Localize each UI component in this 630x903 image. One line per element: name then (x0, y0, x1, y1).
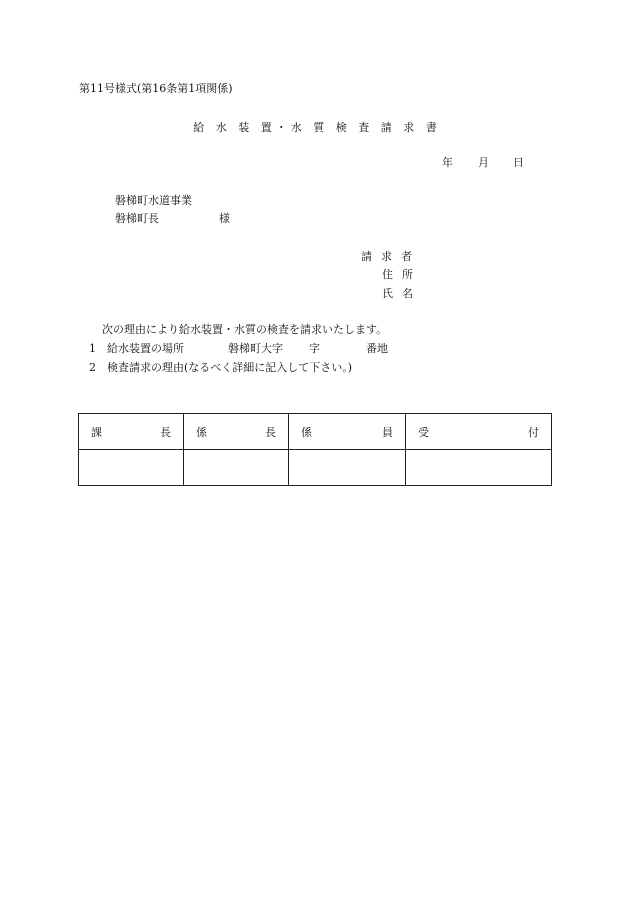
header-right: 長 (265, 425, 276, 439)
header-left: 課 (91, 425, 102, 439)
stamp-cell-staff[interactable] (289, 450, 406, 486)
date-day-label: 日 (513, 156, 524, 169)
approval-header-section-chief (79, 414, 184, 450)
requester-name-label: 氏名 (382, 287, 422, 300)
approval-header-staff (289, 414, 406, 450)
stamp-cell-section-chief[interactable] (79, 450, 184, 486)
addressee-name: 磐梯町長 (115, 212, 159, 225)
approval-header-subsection-chief (184, 414, 289, 450)
approval-stamp-row (79, 450, 552, 486)
requester-label: 請求者 (361, 250, 421, 263)
date-year-label: 年 (442, 156, 453, 169)
stamp-cell-reception[interactable] (406, 450, 552, 486)
header-right: 長 (160, 425, 171, 439)
requester-address-label: 住所 (382, 268, 422, 281)
document-title: 給 水 装 置・水 質 検 査 請 求 書 (193, 121, 441, 134)
date-month-label: 月 (478, 156, 489, 169)
form-number: 第11号様式(第16条第1項関係) (79, 82, 233, 95)
item2-number: 2 (89, 361, 96, 374)
header-left: 係 (196, 425, 207, 439)
item1-number: 1 (89, 342, 96, 355)
item1-label: 給水装置の場所 (107, 342, 184, 355)
header-left: 係 (301, 425, 312, 439)
approval-table (78, 413, 552, 486)
stamp-cell-subsection-chief[interactable] (184, 450, 289, 486)
intro-text: 次の理由により給水装置・水質の検査を請求いたします。 (102, 323, 388, 336)
item1-banchi: 番地 (366, 342, 388, 355)
item1-aza: 字 (309, 342, 320, 355)
approval-header-row (79, 414, 552, 450)
header-right: 員 (382, 425, 393, 439)
addressee-honorific: 様 (219, 212, 230, 225)
header-left: 受 (418, 425, 429, 439)
header-right: 付 (528, 425, 539, 439)
approval-header-reception (406, 414, 552, 450)
addressee-organization: 磐梯町水道事業 (115, 194, 192, 207)
item2-label: 検査請求の理由(なるべく詳細に記入して下さい。) (107, 361, 353, 374)
item1-town: 磐梯町大字 (228, 342, 283, 355)
